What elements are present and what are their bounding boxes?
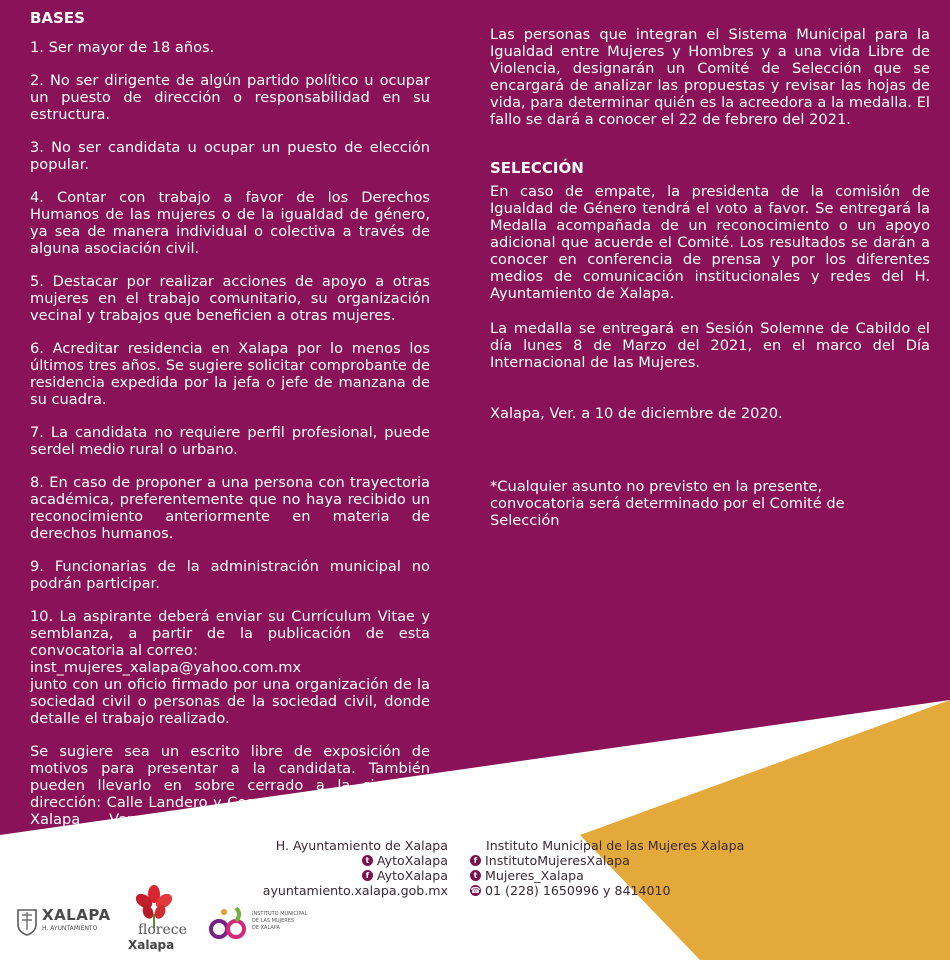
florece-text: florece bbox=[138, 922, 187, 938]
ayto-twitter-row[interactable] bbox=[263, 853, 448, 868]
bases-heading: BASES bbox=[30, 9, 85, 27]
footer bbox=[0, 838, 950, 960]
florece-xalapa-text: Xalapa bbox=[128, 938, 175, 952]
ayto-twitter[interactable]: AytoXalapa bbox=[376, 853, 448, 868]
bases-item: 8. En caso de proponer a una persona con trayectoria académica, preferentemente que no haya recibido un reconocimiento anteriormente en materia de derechos humanos. bbox=[30, 474, 430, 542]
immx-logo bbox=[208, 904, 328, 944]
seleccion-heading: SELECCIÓN bbox=[490, 159, 584, 177]
seleccion-text: En caso de empate, la presidenta de la comisión de Igualdad de Género tendrá el voto a favor. Se entregará la Medalla acompañada de un reconocimiento o un apoyo adicional que acuerde el Comité. Los resultados se darán a conocer en conferencia de prensa y por los diferentes medios de comunicación institucionales y redes del H. Ayuntamiento de Xalapa. bbox=[490, 183, 930, 302]
medalla-text: La medalla se entregará en Sesión Solemne de Cabildo el día lunes 8 de Marzo del 2021, en el marco del Día Internacional de las Mujeres. bbox=[490, 320, 930, 371]
xalapa-logo-sub: H. AYUNTAMIENTO bbox=[42, 925, 98, 932]
delivery-note: Se sugiere sea un escrito libre de exposición de motivos para presentar a la candidata. También pueden llevarlo en sobre cerrado a la siguiente dirección: Calle Landero y Coss 36-42., Col. Centro en Xalapa Veracruz. Teléfonos 228 8414010, 2281650996. bbox=[30, 743, 430, 845]
xalapa-logo bbox=[16, 904, 116, 944]
immx-text-line: DE XALAPA bbox=[252, 925, 280, 931]
inst-twitter[interactable]: Mujeres_Xalapa bbox=[485, 868, 584, 883]
bases-item: 3. No ser candidata u ocupar un puesto de elección popular. bbox=[30, 139, 430, 173]
immx-text bbox=[252, 911, 307, 932]
bases-item: 1. Ser mayor de 18 años. bbox=[30, 39, 215, 56]
florece-xalapa-logo bbox=[128, 884, 198, 954]
item10-intro: 10. La aspirante deberá enviar su Currículum Vitae y semblanza, a partir de la publicación de esta convocatoria al correo: bbox=[30, 608, 430, 659]
item10-rest: junto con un oficio firmado por una organización de la sociedad civil o personas de la sociedad civil, donde detalle el trabajo realizado. bbox=[30, 676, 430, 727]
twitter-icon: t bbox=[362, 855, 373, 866]
ayto-title-row bbox=[263, 838, 448, 853]
ayto-web-row[interactable] bbox=[263, 883, 448, 898]
immx-text-line: INSTITUTO MUNICIPAL bbox=[252, 911, 308, 917]
bases-item: 5. Destacar por realizar acciones de apoyo a otras mujeres en el trabajo comunitario, su organización vecinal y trabajos que beneficien a otras mujeres. bbox=[30, 273, 430, 324]
immx-text-line: DE LAS MUJERES bbox=[252, 918, 295, 924]
inst-phone: 01 (228) 1650996 y 8414010 bbox=[485, 883, 671, 898]
phone-icon: ☎ bbox=[470, 886, 481, 895]
ayto-web[interactable]: ayuntamiento.xalapa.gob.mx bbox=[262, 883, 448, 898]
inst-title: Instituto Municipal de las Mujeres Xalapa bbox=[486, 838, 745, 853]
coat-of-arms-icon bbox=[16, 906, 38, 936]
ayto-facebook-row[interactable] bbox=[263, 868, 448, 883]
contact-email[interactable]: inst_mujeres_xalapa@yahoo.com.mx bbox=[30, 659, 302, 676]
instituto-contacts bbox=[468, 838, 744, 898]
inst-facebook-row[interactable] bbox=[468, 853, 744, 868]
bases-item-10 bbox=[30, 608, 430, 727]
bases-item: 7. La candidata no requiere perfil profesional, puede serdel medio rural o urbano. bbox=[30, 424, 430, 458]
facebook-icon: f bbox=[362, 870, 373, 881]
bases-item: 2. No ser dirigente de algún partido político u ocupar un puesto de dirección o responsabilidad en su estructura. bbox=[30, 72, 430, 123]
disclaimer: *Cualquier asunto no previsto en la presente, convocatoria será determinado por el Comité de Selección bbox=[490, 478, 845, 529]
ayto-title: H. Ayuntamiento de Xalapa bbox=[275, 838, 448, 853]
ayuntamiento-contacts bbox=[263, 838, 448, 898]
bases-column bbox=[30, 10, 430, 861]
bases-item: 4. Contar con trabajo a favor de los Derechos Humanos de las mujeres o de la igualdad de género, ya sea de manera individual o colectiva a través de alguna asociación civil. bbox=[30, 189, 430, 257]
immx-mark-icon bbox=[208, 904, 248, 942]
bases-item: 6. Acreditar residencia en Xalapa por lo menos los últimos tres años. Se sugiere solicitar comprobante de residencia expedida por la jefa o jefe de manzana de su cuadra. bbox=[30, 340, 430, 408]
inst-facebook[interactable]: InstitutoMujeresXalapa bbox=[485, 853, 630, 868]
inst-phone-row bbox=[468, 883, 744, 898]
twitter-icon: t bbox=[470, 870, 481, 881]
bases-item: 9. Funcionarias de la administración municipal no podrán participar. bbox=[30, 558, 430, 592]
date-line: Xalapa, Ver. a 10 de diciembre de 2020. bbox=[490, 405, 783, 422]
ayto-facebook[interactable]: AytoXalapa bbox=[376, 868, 448, 883]
facebook-icon: f bbox=[470, 855, 481, 866]
xalapa-logo-name: XALAPA bbox=[42, 906, 111, 924]
seleccion-column bbox=[490, 26, 930, 545]
committee-intro: Las personas que integran el Sistema Municipal para la Igualdad entre Mujeres y Hombres y a una vida Libre de Violencia, designarán un Comité de Selección que se encargará de analizar las propuestas y revisar las hojas de vida, para determinar quién es la acreedora a la medalla. El fallo se dará a conocer el 22 de febrero del 2021. bbox=[490, 26, 930, 128]
inst-twitter-row[interactable] bbox=[468, 868, 744, 883]
inst-title-row bbox=[468, 838, 744, 853]
